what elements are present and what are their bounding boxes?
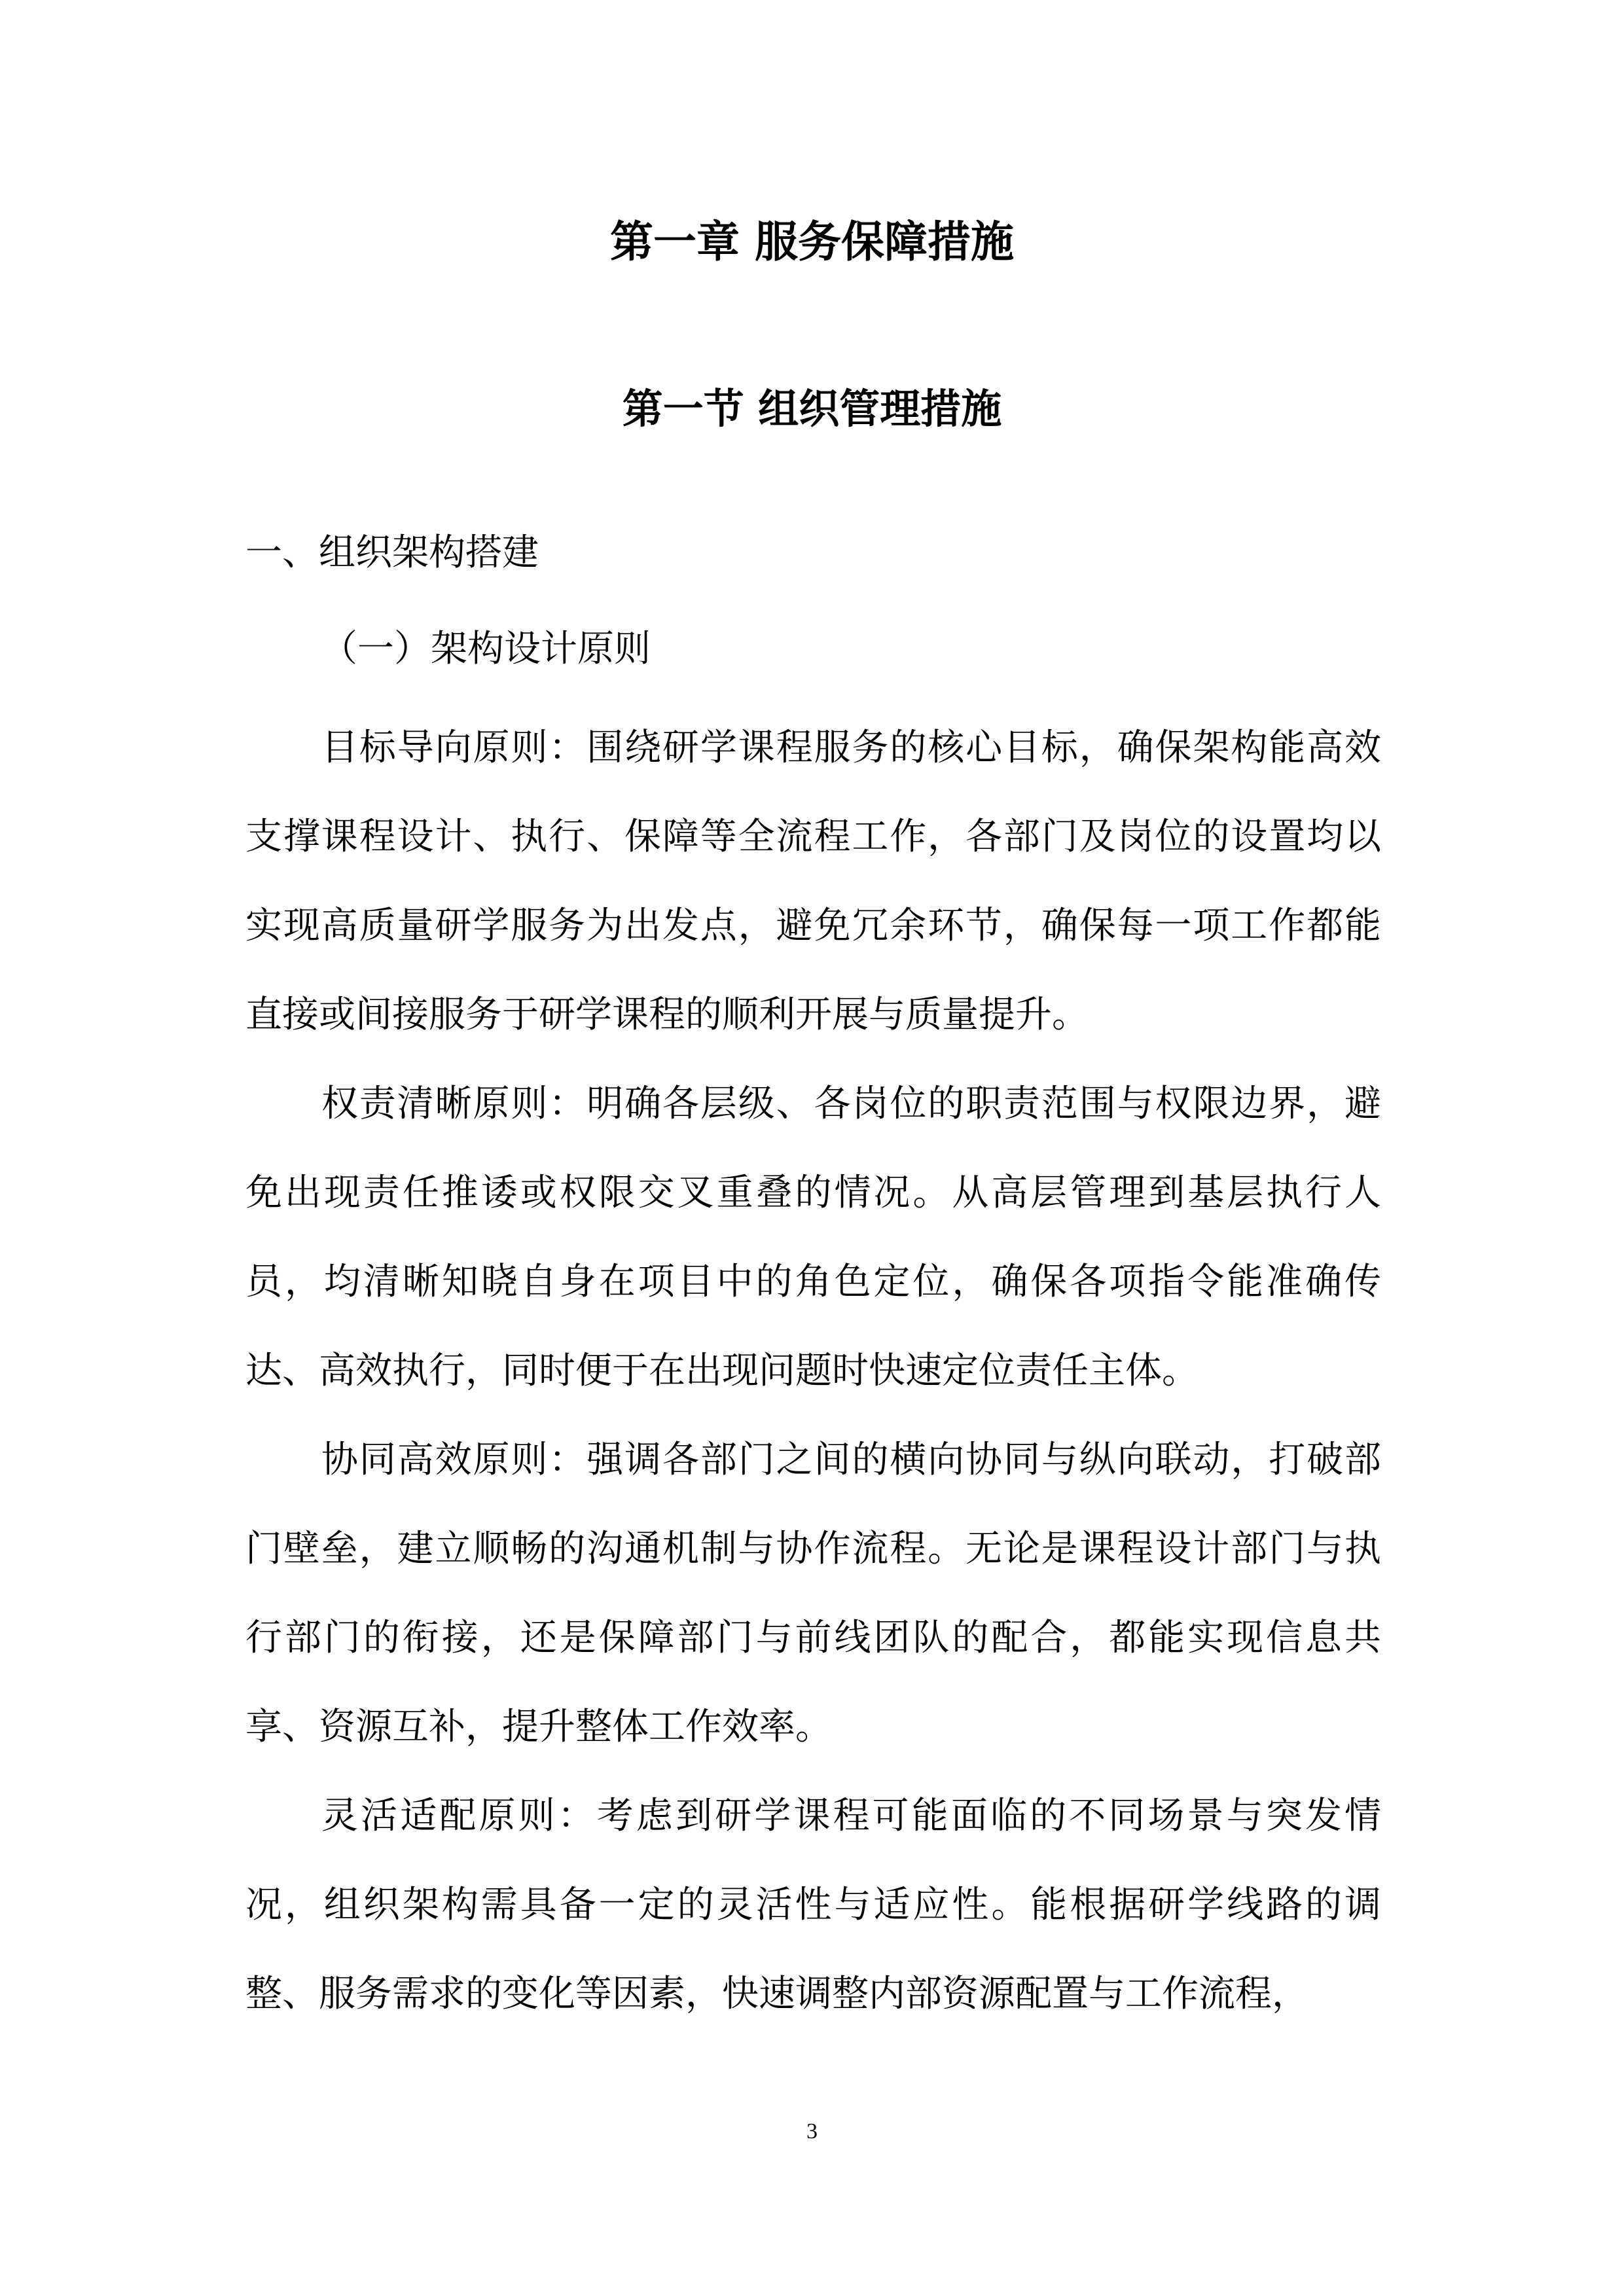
body-text [245,704,1381,2039]
heading-level-1: 一、组织架构搭建 [245,531,539,574]
paragraph-goal-oriented: 目标导向原则：围绕研学课程服务的核心目标，确保架构能高效支撑课程设计、执行、保障等全流程工作，各部门及岗位的设置均以实现高质量研学服务为出发点，避免冗余环节，确保每一项工作都能直接或间接服务于研学课程的顺利开展与质量提升。 [245,726,1381,1036]
paragraph-flexibility: 灵活适配原则：考虑到研学课程可能面临的不同场景与突发情况，组织架构需具备一定的灵活性与适应性。能根据研学线路的调整、服务需求的变化等因素，快速调整内部资源配置与工作流程， [245,1795,1381,2015]
section-title: 第一节 组织管理措施 [622,385,1002,433]
heading-level-2: （一）架构设计原则 [321,628,651,670]
paragraph-clear-responsibility: 权责清晰原则：明确各层级、各岗位的职责范围与权限边界，避免出现责任推诿或权限交叉重叠的情况。从高层管理到基层执行人员，均清晰知晓自身在项目中的角色定位，确保各项指令能准确传达、高效执行，同时便于在出现问题时快速定位责任主体。 [245,1083,1381,1392]
chapter-title: 第一章 服务保障措施 [610,217,1014,267]
paragraph-collaboration: 协同高效原则：强调各部门之间的横向协同与纵向联动，打破部门壁垒，建立顺畅的沟通机制与协作流程。无论是课程设计部门与执行部门的衔接，还是保障部门与前线团队的配合，都能实现信息共享、资源互补，提升整体工作效率。 [245,1439,1381,1748]
page-number: 3 [806,2119,818,2144]
